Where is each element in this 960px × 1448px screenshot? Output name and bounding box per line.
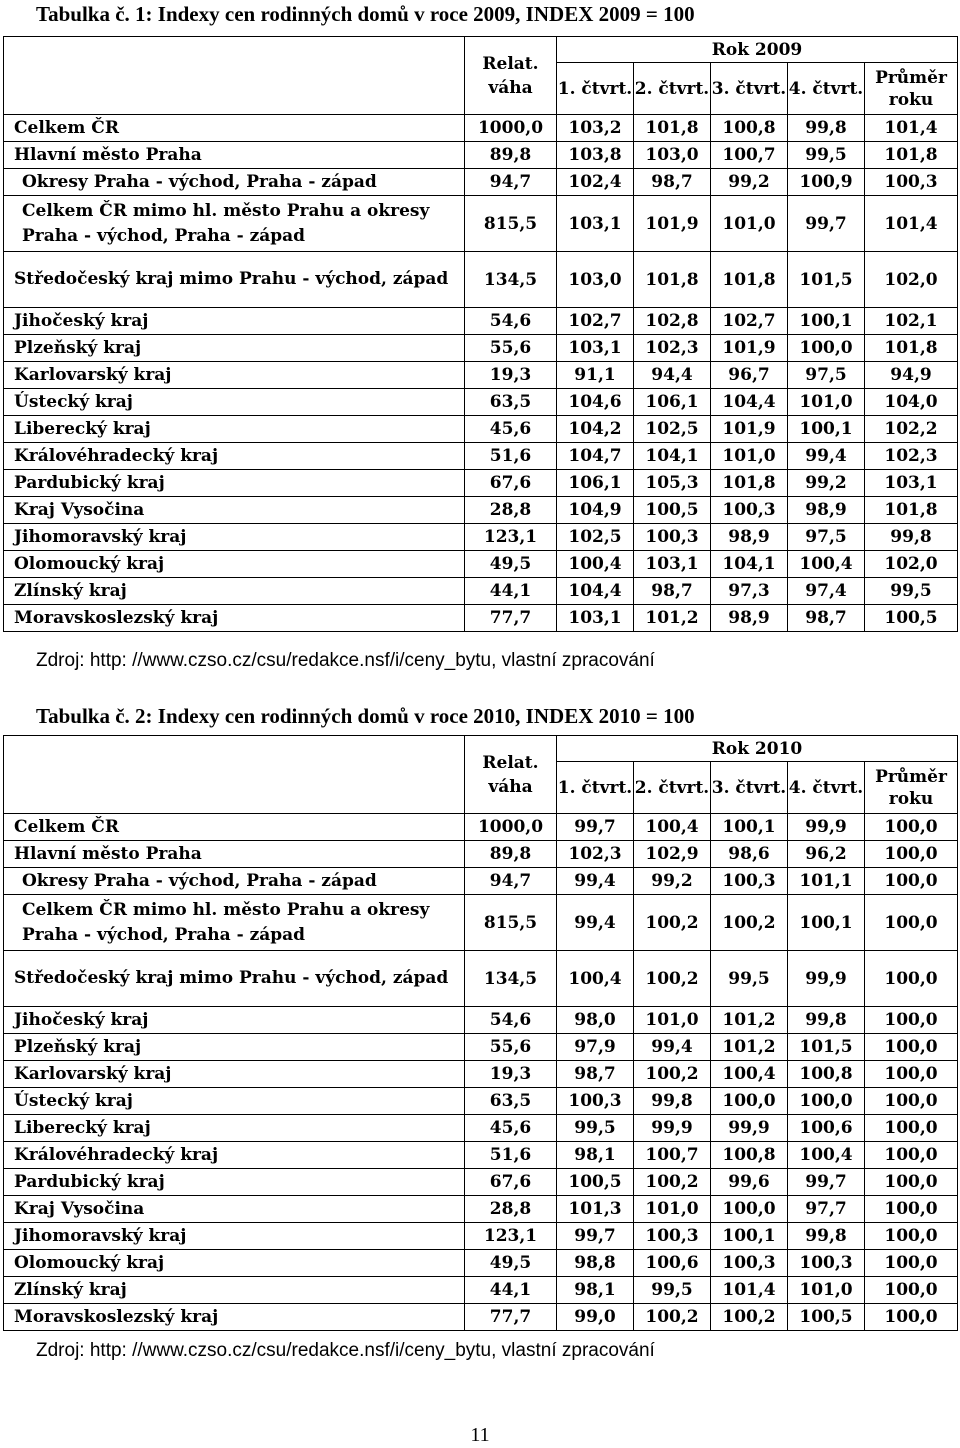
region-label: Jihomoravský kraj <box>4 1223 465 1250</box>
price-index-table <box>3 735 958 1331</box>
region-label: Hlavní město Praha <box>4 841 465 868</box>
quarter-index-value: 100,5 <box>788 1304 865 1331</box>
quarter-index-value: 94,4 <box>634 362 711 389</box>
weight-value: 54,6 <box>465 1007 557 1034</box>
average-header: Průměr roku <box>865 762 958 814</box>
weight-value: 89,8 <box>465 841 557 868</box>
weight-value: 45,6 <box>465 416 557 443</box>
quarter-index-value: 98,0 <box>557 1007 634 1034</box>
quarter-index-value: 99,5 <box>788 142 865 169</box>
quarter-index-value: 103,1 <box>557 196 634 252</box>
quarter-index-value: 100,1 <box>788 308 865 335</box>
quarter-index-value: 100,2 <box>711 895 788 951</box>
quarter-index-value: 100,0 <box>788 335 865 362</box>
average-header: Průměr roku <box>865 63 958 115</box>
quarter-index-value: 100,8 <box>711 115 788 142</box>
region-label: Hlavní město Praha <box>4 142 465 169</box>
quarter-index-value: 99,2 <box>634 868 711 895</box>
quarter-index-value: 97,3 <box>711 578 788 605</box>
weight-value: 89,8 <box>465 142 557 169</box>
average-index-value: 102,1 <box>865 308 958 335</box>
quarter-index-value: 99,9 <box>711 1115 788 1142</box>
weight-value: 19,3 <box>465 362 557 389</box>
region-label: Královéhradecký kraj <box>4 1142 465 1169</box>
region-label: Liberecký kraj <box>4 1115 465 1142</box>
table-row <box>4 1007 958 1034</box>
page-number: 11 <box>470 1424 490 1446</box>
region-label: Středočeský kraj mimo Prahu - východ, západ <box>4 252 465 308</box>
average-index-value: 100,0 <box>865 1061 958 1088</box>
table-row <box>4 1115 958 1142</box>
region-label: Plzeňský kraj <box>4 1034 465 1061</box>
region-label: Zlínský kraj <box>4 1277 465 1304</box>
table-row <box>4 470 958 497</box>
weight-value: 51,6 <box>465 443 557 470</box>
weight-value: 45,6 <box>465 1115 557 1142</box>
quarter-index-value: 98,7 <box>788 605 865 632</box>
region-label: Olomoucký kraj <box>4 551 465 578</box>
table-row <box>4 1088 958 1115</box>
quarter-index-value: 99,7 <box>788 1169 865 1196</box>
region-label: Liberecký kraj <box>4 416 465 443</box>
quarter-index-value: 100,3 <box>634 524 711 551</box>
quarter-header: 3. čtvrt. <box>711 762 788 814</box>
region-label: Kraj Vysočina <box>4 497 465 524</box>
quarter-index-value: 102,4 <box>557 169 634 196</box>
quarter-header: 4. čtvrt. <box>788 762 865 814</box>
weight-value: 55,6 <box>465 1034 557 1061</box>
quarter-index-value: 100,4 <box>788 1142 865 1169</box>
quarter-index-value: 102,7 <box>557 308 634 335</box>
quarter-index-value: 101,8 <box>711 470 788 497</box>
average-index-value: 103,1 <box>865 470 958 497</box>
average-index-value: 100,0 <box>865 1115 958 1142</box>
quarter-index-value: 103,0 <box>634 142 711 169</box>
quarter-index-value: 97,7 <box>788 1196 865 1223</box>
quarter-index-value: 100,3 <box>557 1088 634 1115</box>
quarter-index-value: 103,1 <box>634 551 711 578</box>
quarter-index-value: 99,8 <box>634 1088 711 1115</box>
weight-value: 63,5 <box>465 1088 557 1115</box>
table-row <box>4 115 958 142</box>
table-row <box>4 1142 958 1169</box>
quarter-index-value: 99,9 <box>634 1115 711 1142</box>
year-header: Rok 2009 <box>557 37 958 63</box>
quarter-index-value: 101,4 <box>711 1277 788 1304</box>
quarter-index-value: 104,1 <box>711 551 788 578</box>
quarter-header: 4. čtvrt. <box>788 63 865 115</box>
quarter-index-value: 100,2 <box>634 951 711 1007</box>
weight-value: 123,1 <box>465 1223 557 1250</box>
average-index-value: 99,8 <box>865 524 958 551</box>
region-label: Královéhradecký kraj <box>4 443 465 470</box>
average-index-value: 100,0 <box>865 1007 958 1034</box>
region-label: Okresy Praha - východ, Praha - západ <box>4 868 465 895</box>
quarter-index-value: 102,9 <box>634 841 711 868</box>
average-index-value: 100,0 <box>865 1034 958 1061</box>
quarter-index-value: 100,2 <box>711 1304 788 1331</box>
table-row <box>4 814 958 841</box>
quarter-index-value: 99,5 <box>711 951 788 1007</box>
region-label: Pardubický kraj <box>4 470 465 497</box>
quarter-index-value: 100,8 <box>711 1142 788 1169</box>
table-row <box>4 196 958 252</box>
quarter-index-value: 99,9 <box>788 814 865 841</box>
quarter-index-value: 99,8 <box>788 1007 865 1034</box>
quarter-index-value: 100,3 <box>788 1250 865 1277</box>
weight-value: 77,7 <box>465 605 557 632</box>
quarter-index-value: 97,5 <box>788 362 865 389</box>
region-label: Moravskoslezský kraj <box>4 605 465 632</box>
table-row <box>4 578 958 605</box>
region-label: Okresy Praha - východ, Praha - západ <box>4 169 465 196</box>
quarter-header: 1. čtvrt. <box>557 63 634 115</box>
year-header: Rok 2010 <box>557 736 958 762</box>
quarter-index-value: 100,1 <box>711 814 788 841</box>
quarter-index-value: 99,4 <box>557 868 634 895</box>
quarter-index-value: 99,7 <box>557 814 634 841</box>
quarter-index-value: 102,5 <box>634 416 711 443</box>
table-row <box>4 551 958 578</box>
quarter-index-value: 101,9 <box>634 196 711 252</box>
average-index-value: 102,0 <box>865 252 958 308</box>
quarter-index-value: 100,1 <box>788 416 865 443</box>
region-label: Ústecký kraj <box>4 389 465 416</box>
average-index-value: 100,5 <box>865 605 958 632</box>
table-row <box>4 169 958 196</box>
quarter-index-value: 99,4 <box>634 1034 711 1061</box>
quarter-header: 2. čtvrt. <box>634 63 711 115</box>
region-label: Kraj Vysočina <box>4 1196 465 1223</box>
quarter-index-value: 100,9 <box>788 169 865 196</box>
quarter-index-value: 98,8 <box>557 1250 634 1277</box>
quarter-index-value: 96,2 <box>788 841 865 868</box>
region-label: Moravskoslezský kraj <box>4 1304 465 1331</box>
quarter-index-value: 101,9 <box>711 335 788 362</box>
quarter-index-value: 100,8 <box>788 1061 865 1088</box>
weight-value: 28,8 <box>465 1196 557 1223</box>
quarter-index-value: 101,8 <box>634 252 711 308</box>
quarter-index-value: 104,7 <box>557 443 634 470</box>
quarter-index-value: 99,4 <box>788 443 865 470</box>
average-index-value: 100,0 <box>865 1277 958 1304</box>
quarter-index-value: 101,2 <box>711 1007 788 1034</box>
quarter-index-value: 98,9 <box>711 524 788 551</box>
quarter-index-value: 98,9 <box>711 605 788 632</box>
average-index-value: 100,3 <box>865 169 958 196</box>
quarter-index-value: 99,2 <box>711 169 788 196</box>
quarter-index-value: 98,7 <box>634 578 711 605</box>
region-label: Celkem ČR mimo hl. město Prahu a okresy Praha - východ, Praha - západ <box>4 196 465 252</box>
quarter-header: 1. čtvrt. <box>557 762 634 814</box>
weight-header: Relat. váha <box>465 37 557 115</box>
quarter-header: 2. čtvrt. <box>634 762 711 814</box>
source-note: Zdroj: http: //www.czso.cz/csu/redakce.nsf/i/ceny_bytu, vlastní zpracování <box>36 650 655 671</box>
quarter-index-value: 100,3 <box>711 868 788 895</box>
region-label: Pardubický kraj <box>4 1169 465 1196</box>
quarter-index-value: 100,0 <box>711 1196 788 1223</box>
quarter-index-value: 100,4 <box>557 951 634 1007</box>
table-row <box>4 142 958 169</box>
quarter-index-value: 98,1 <box>557 1277 634 1304</box>
table-caption: Tabulka č. 2: Indexy cen rodinných domů v roce 2010, INDEX 2010 = 100 <box>36 704 695 728</box>
table-row <box>4 252 958 308</box>
region-label: Ústecký kraj <box>4 1088 465 1115</box>
weight-value: 815,5 <box>465 895 557 951</box>
table-row <box>4 841 958 868</box>
average-index-value: 100,0 <box>865 1196 958 1223</box>
region-label: Celkem ČR <box>4 115 465 142</box>
weight-value: 67,6 <box>465 1169 557 1196</box>
weight-value: 1000,0 <box>465 814 557 841</box>
table-row <box>4 1277 958 1304</box>
quarter-index-value: 101,0 <box>634 1196 711 1223</box>
table-row <box>4 416 958 443</box>
table-caption: Tabulka č. 1: Indexy cen rodinných domů v roce 2009, INDEX 2009 = 100 <box>36 2 695 26</box>
quarter-index-value: 98,9 <box>788 497 865 524</box>
region-label: Celkem ČR <box>4 814 465 841</box>
price-index-table <box>3 36 958 632</box>
region-label: Karlovarský kraj <box>4 1061 465 1088</box>
quarter-index-value: 100,1 <box>788 895 865 951</box>
quarter-index-value: 99,7 <box>557 1223 634 1250</box>
quarter-index-value: 104,9 <box>557 497 634 524</box>
quarter-index-value: 102,5 <box>557 524 634 551</box>
quarter-index-value: 101,0 <box>634 1007 711 1034</box>
average-index-value: 100,0 <box>865 868 958 895</box>
weight-value: 44,1 <box>465 578 557 605</box>
quarter-index-value: 101,5 <box>788 252 865 308</box>
weight-value: 44,1 <box>465 1277 557 1304</box>
quarter-index-value: 91,1 <box>557 362 634 389</box>
quarter-index-value: 100,4 <box>634 814 711 841</box>
quarter-index-value: 100,6 <box>788 1115 865 1142</box>
quarter-index-value: 100,4 <box>711 1061 788 1088</box>
quarter-index-value: 101,3 <box>557 1196 634 1223</box>
weight-value: 94,7 <box>465 868 557 895</box>
table-row <box>4 605 958 632</box>
quarter-index-value: 106,1 <box>557 470 634 497</box>
weight-header: Relat. váha <box>465 736 557 814</box>
quarter-index-value: 98,6 <box>711 841 788 868</box>
table-row <box>4 389 958 416</box>
quarter-index-value: 100,5 <box>634 497 711 524</box>
table-row <box>4 868 958 895</box>
region-label: Středočeský kraj mimo Prahu - východ, západ <box>4 951 465 1007</box>
average-index-value: 100,0 <box>865 1142 958 1169</box>
quarter-index-value: 100,3 <box>634 1223 711 1250</box>
average-index-value: 102,3 <box>865 443 958 470</box>
quarter-index-value: 101,0 <box>788 1277 865 1304</box>
quarter-index-value: 101,8 <box>634 115 711 142</box>
average-index-value: 100,0 <box>865 1088 958 1115</box>
quarter-index-value: 100,2 <box>634 1169 711 1196</box>
weight-value: 28,8 <box>465 497 557 524</box>
region-label: Karlovarský kraj <box>4 362 465 389</box>
header-blank-cell <box>4 736 465 814</box>
quarter-index-value: 103,0 <box>557 252 634 308</box>
quarter-index-value: 102,7 <box>711 308 788 335</box>
quarter-index-value: 100,7 <box>634 1142 711 1169</box>
quarter-index-value: 101,9 <box>711 416 788 443</box>
quarter-index-value: 100,5 <box>557 1169 634 1196</box>
region-label: Plzeňský kraj <box>4 335 465 362</box>
quarter-index-value: 101,5 <box>788 1034 865 1061</box>
weight-value: 49,5 <box>465 551 557 578</box>
quarter-index-value: 99,4 <box>557 895 634 951</box>
weight-value: 94,7 <box>465 169 557 196</box>
average-index-value: 100,0 <box>865 1169 958 1196</box>
table-row <box>4 895 958 951</box>
quarter-index-value: 100,2 <box>634 1304 711 1331</box>
weight-value: 54,6 <box>465 308 557 335</box>
average-index-value: 102,0 <box>865 551 958 578</box>
quarter-index-value: 98,7 <box>634 169 711 196</box>
weight-value: 63,5 <box>465 389 557 416</box>
quarter-index-value: 103,8 <box>557 142 634 169</box>
average-index-value: 101,8 <box>865 497 958 524</box>
table-row <box>4 497 958 524</box>
average-index-value: 100,0 <box>865 1223 958 1250</box>
table-row <box>4 335 958 362</box>
quarter-index-value: 97,5 <box>788 524 865 551</box>
quarter-index-value: 100,1 <box>711 1223 788 1250</box>
weight-value: 123,1 <box>465 524 557 551</box>
source-note: Zdroj: http: //www.czso.cz/csu/redakce.nsf/i/ceny_bytu, vlastní zpracování <box>36 1340 655 1361</box>
quarter-index-value: 97,9 <box>557 1034 634 1061</box>
average-index-value: 102,2 <box>865 416 958 443</box>
quarter-index-value: 101,2 <box>711 1034 788 1061</box>
quarter-index-value: 101,0 <box>788 389 865 416</box>
table-row <box>4 1169 958 1196</box>
weight-value: 815,5 <box>465 196 557 252</box>
region-label: Jihočeský kraj <box>4 308 465 335</box>
quarter-index-value: 96,7 <box>711 362 788 389</box>
quarter-index-value: 99,5 <box>634 1277 711 1304</box>
quarter-index-value: 100,2 <box>634 1061 711 1088</box>
average-index-value: 100,0 <box>865 1250 958 1277</box>
region-label: Zlínský kraj <box>4 578 465 605</box>
quarter-index-value: 100,2 <box>634 895 711 951</box>
quarter-index-value: 100,7 <box>711 142 788 169</box>
quarter-index-value: 104,4 <box>557 578 634 605</box>
quarter-index-value: 104,2 <box>557 416 634 443</box>
table-row <box>4 308 958 335</box>
table-row <box>4 1250 958 1277</box>
quarter-index-value: 99,6 <box>711 1169 788 1196</box>
weight-value: 67,6 <box>465 470 557 497</box>
quarter-index-value: 99,7 <box>788 196 865 252</box>
table-row <box>4 1223 958 1250</box>
average-index-value: 101,8 <box>865 335 958 362</box>
table-row <box>4 1196 958 1223</box>
quarter-index-value: 100,4 <box>788 551 865 578</box>
quarter-index-value: 98,1 <box>557 1142 634 1169</box>
table-row <box>4 1304 958 1331</box>
quarter-index-value: 97,4 <box>788 578 865 605</box>
weight-value: 134,5 <box>465 252 557 308</box>
average-index-value: 94,9 <box>865 362 958 389</box>
average-index-value: 100,0 <box>865 895 958 951</box>
quarter-index-value: 101,0 <box>711 196 788 252</box>
average-index-value: 101,4 <box>865 196 958 252</box>
region-label: Jihomoravský kraj <box>4 524 465 551</box>
quarter-index-value: 100,0 <box>711 1088 788 1115</box>
average-index-value: 100,0 <box>865 1304 958 1331</box>
quarter-index-value: 101,2 <box>634 605 711 632</box>
quarter-index-value: 99,8 <box>788 115 865 142</box>
quarter-index-value: 98,7 <box>557 1061 634 1088</box>
table-row <box>4 443 958 470</box>
quarter-index-value: 101,0 <box>711 443 788 470</box>
quarter-index-value: 99,9 <box>788 951 865 1007</box>
average-index-value: 101,8 <box>865 142 958 169</box>
region-label: Olomoucký kraj <box>4 1250 465 1277</box>
average-index-value: 104,0 <box>865 389 958 416</box>
header-blank-cell <box>4 37 465 115</box>
average-index-value: 99,5 <box>865 578 958 605</box>
quarter-index-value: 104,4 <box>711 389 788 416</box>
quarter-index-value: 104,1 <box>634 443 711 470</box>
quarter-index-value: 100,3 <box>711 1250 788 1277</box>
quarter-index-value: 106,1 <box>634 389 711 416</box>
average-index-value: 100,0 <box>865 951 958 1007</box>
quarter-index-value: 104,6 <box>557 389 634 416</box>
quarter-index-value: 100,3 <box>711 497 788 524</box>
quarter-index-value: 103,2 <box>557 115 634 142</box>
weight-value: 51,6 <box>465 1142 557 1169</box>
table-row <box>4 1061 958 1088</box>
average-index-value: 100,0 <box>865 841 958 868</box>
quarter-index-value: 99,5 <box>557 1115 634 1142</box>
table-row <box>4 362 958 389</box>
table-row <box>4 951 958 1007</box>
region-label: Celkem ČR mimo hl. město Prahu a okresy Praha - východ, Praha - západ <box>4 895 465 951</box>
quarter-index-value: 100,4 <box>557 551 634 578</box>
quarter-index-value: 103,1 <box>557 605 634 632</box>
quarter-index-value: 103,1 <box>557 335 634 362</box>
quarter-index-value: 100,6 <box>634 1250 711 1277</box>
weight-value: 55,6 <box>465 335 557 362</box>
weight-value: 49,5 <box>465 1250 557 1277</box>
quarter-index-value: 99,0 <box>557 1304 634 1331</box>
weight-value: 77,7 <box>465 1304 557 1331</box>
weight-value: 19,3 <box>465 1061 557 1088</box>
quarter-index-value: 101,1 <box>788 868 865 895</box>
quarter-index-value: 99,2 <box>788 470 865 497</box>
quarter-index-value: 101,8 <box>711 252 788 308</box>
quarter-index-value: 105,3 <box>634 470 711 497</box>
table-row <box>4 1034 958 1061</box>
average-index-value: 100,0 <box>865 814 958 841</box>
table-row <box>4 524 958 551</box>
quarter-index-value: 102,8 <box>634 308 711 335</box>
region-label: Jihočeský kraj <box>4 1007 465 1034</box>
quarter-index-value: 100,0 <box>788 1088 865 1115</box>
weight-value: 1000,0 <box>465 115 557 142</box>
quarter-index-value: 102,3 <box>634 335 711 362</box>
quarter-index-value: 102,3 <box>557 841 634 868</box>
average-index-value: 101,4 <box>865 115 958 142</box>
weight-value: 134,5 <box>465 951 557 1007</box>
quarter-index-value: 99,8 <box>788 1223 865 1250</box>
quarter-header: 3. čtvrt. <box>711 63 788 115</box>
